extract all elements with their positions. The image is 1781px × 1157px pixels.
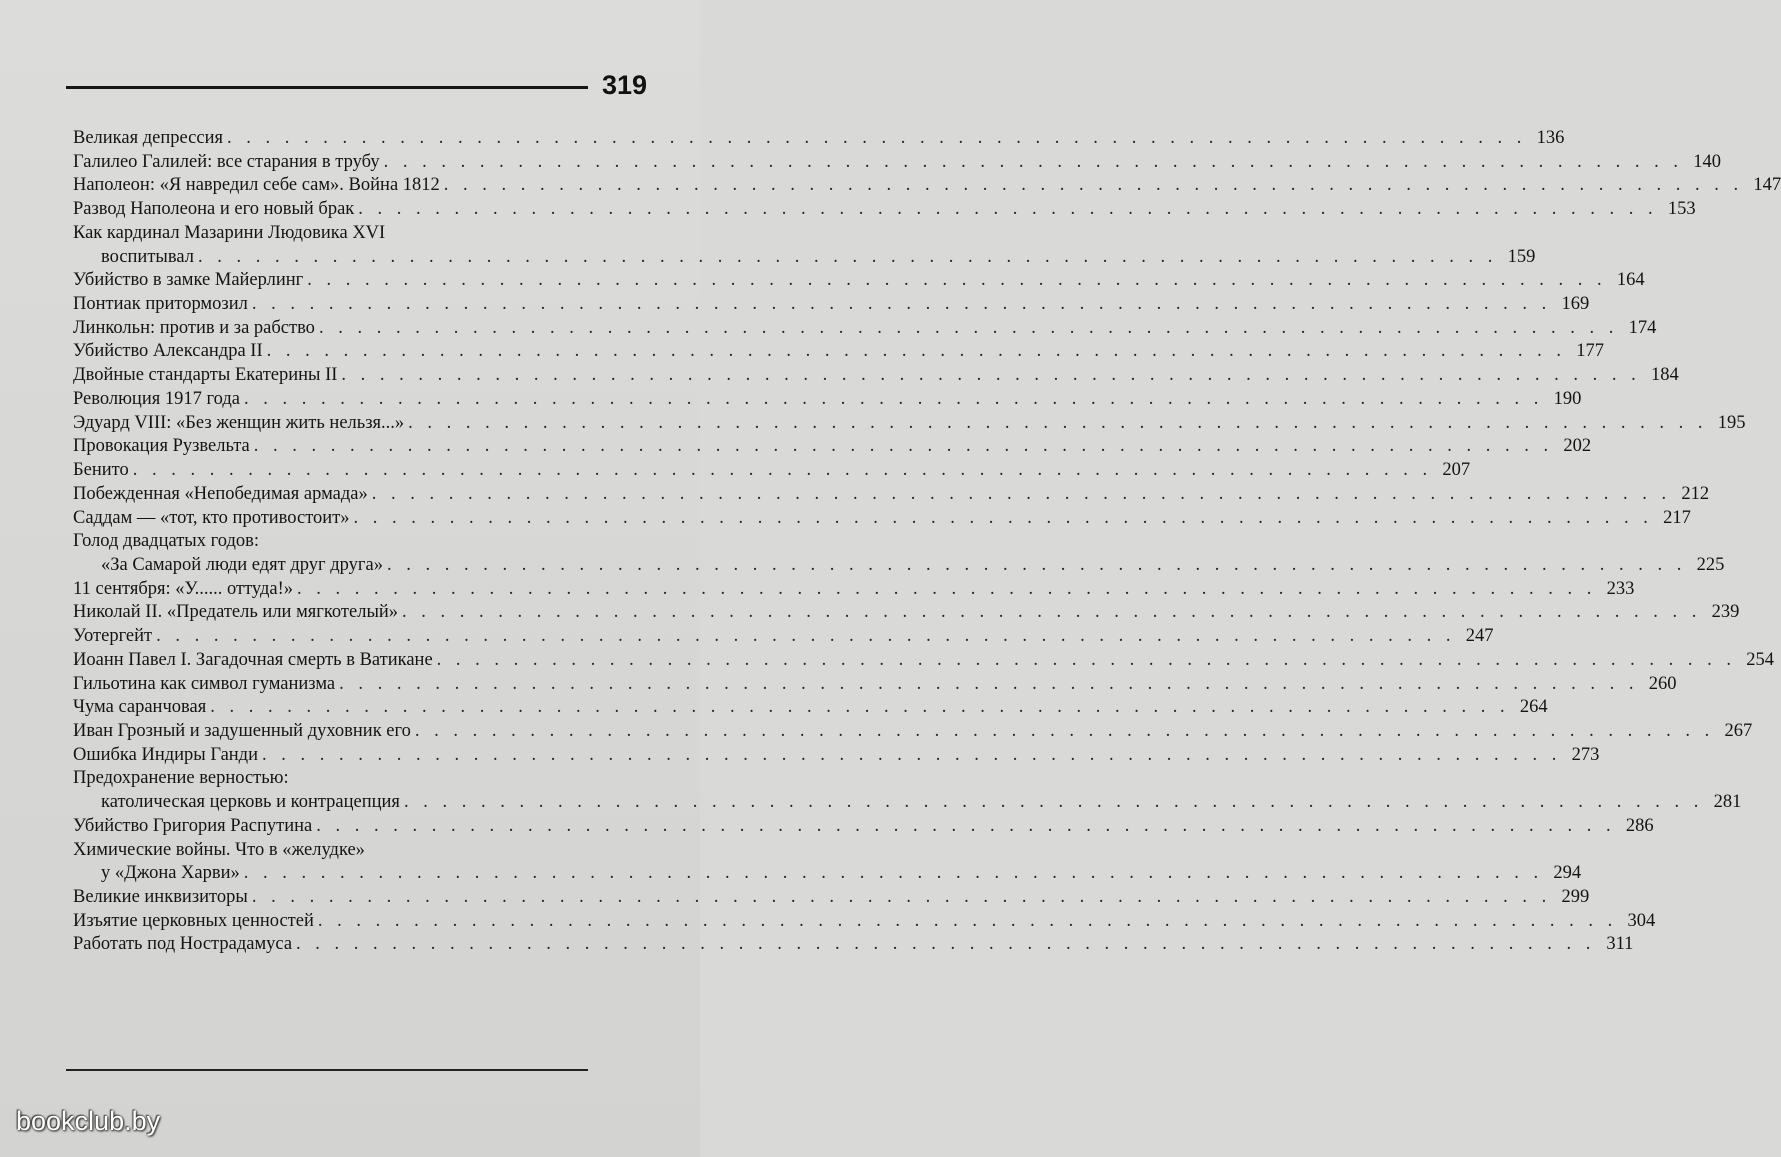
toc-entry-title: Великая депрессия — [73, 128, 224, 148]
toc-entry-title: Уотергейт — [73, 626, 153, 647]
dot-leader — [296, 933, 1595, 957]
toc-entry — [73, 246, 1536, 270]
toc-entry-title: Николай II. «Предатель или мягкотелый» — [73, 602, 399, 623]
toc-entry — [73, 435, 1592, 459]
toc-entry — [73, 578, 1635, 602]
toc-entry — [73, 364, 1679, 388]
toc-entry — [73, 127, 1565, 151]
toc-entry-title: Линкольн: против и за рабство — [73, 317, 315, 338]
toc-entry-page: 225 — [1696, 554, 1725, 575]
dot-leader — [297, 578, 1596, 602]
dot-leader — [341, 364, 1640, 388]
toc-entry — [73, 862, 1582, 886]
toc-entry-title: Работать под Нострадамуса — [73, 934, 293, 955]
toc-entry-page: 207 — [1442, 460, 1471, 481]
toc-entry — [73, 174, 1781, 198]
toc-entry-title: Как кардинал Мазарини Людовика XVI — [73, 222, 386, 243]
toc-entry — [73, 839, 589, 863]
dot-leader — [227, 127, 1526, 151]
toc-entry-title: Предохранение верностью: — [73, 768, 289, 789]
toc-entry-title: Эдуард VIII: «Без женщин жить нельзя...» — [73, 412, 405, 433]
dot-leader — [318, 910, 1617, 934]
toc-entry-page: 202 — [1563, 436, 1592, 457]
toc-entry-page: 304 — [1627, 910, 1656, 931]
toc-entry-title: Революция 1917 года — [73, 388, 240, 409]
toc-entry-page: 247 — [1465, 626, 1494, 647]
toc-entry-page: 195 — [1717, 412, 1746, 433]
dot-leader — [262, 744, 1561, 768]
toc-entry-title: Двойные стандарты Екатерины II — [73, 365, 338, 386]
toc-entry — [73, 269, 1645, 293]
toc-entry-page: 212 — [1681, 483, 1710, 504]
toc-entry — [73, 340, 1604, 364]
toc-entry-page: 147 — [1753, 175, 1781, 196]
toc-entry-title: воспитывал — [101, 246, 194, 267]
toc-entry — [73, 151, 1721, 175]
footer-rule — [66, 1069, 588, 1071]
toc-entry-title: Химические войны. Что в «желудке» — [73, 839, 365, 860]
dot-leader — [252, 886, 1551, 910]
dot-leader — [244, 862, 1543, 886]
toc-entry-title: Изъятие церковных ценностей — [73, 910, 314, 931]
toc-entry-title: Бенито — [73, 460, 129, 481]
toc-entry — [73, 696, 1548, 720]
dot-leader — [384, 151, 1683, 175]
toc-entry-page: 299 — [1561, 887, 1590, 907]
toc-entry-page: 311 — [1606, 934, 1634, 955]
dot-leader — [372, 483, 1671, 507]
toc-entry-title: Убийство Григория Распутина — [73, 815, 313, 836]
toc-entry — [73, 412, 1746, 436]
toc-entry-page: 294 — [1553, 863, 1582, 884]
dot-leader — [267, 340, 1566, 364]
toc-entry-page: 254 — [1746, 649, 1775, 670]
toc-entry-page: 233 — [1606, 578, 1635, 599]
dot-leader — [358, 198, 1657, 222]
toc-entry-title: 11 сентября: «У...... оттуда!» — [73, 578, 294, 599]
dot-leader — [319, 317, 1618, 341]
toc-entry — [73, 673, 1677, 697]
toc-entry — [73, 815, 1654, 839]
toc-entry — [73, 744, 1600, 768]
toc-entry — [73, 767, 589, 791]
toc-entry-page: 136 — [1536, 128, 1565, 148]
toc-entry-title: Развод Наполеона и его новый брак — [73, 199, 355, 220]
toc-entry — [73, 886, 1590, 910]
dot-leader — [133, 459, 1432, 483]
toc-entry — [73, 933, 1634, 957]
toc-entry — [73, 791, 1742, 815]
toc-entry-title: католическая церковь и контрацепция — [101, 792, 400, 813]
toc-entry — [73, 459, 1471, 483]
toc-entry-title: Понтиак притормозил — [73, 294, 248, 315]
toc-entry-title: Гильотина как символ гуманизма — [73, 673, 336, 694]
dot-leader — [339, 673, 1638, 697]
dot-leader — [198, 246, 1497, 270]
dot-leader — [156, 625, 1455, 649]
toc-entry — [73, 554, 1725, 578]
toc-entry-title: «За Самарой люди едят друг друга» — [101, 554, 383, 575]
dot-leader — [415, 720, 1714, 744]
toc-entry-page: 177 — [1576, 341, 1604, 362]
toc-entry-page: 286 — [1625, 815, 1654, 836]
dot-leader — [408, 412, 1707, 436]
toc-entry-page: 164 — [1616, 270, 1645, 291]
toc-entry-page: 281 — [1713, 792, 1742, 813]
toc-entry-title: Галилео Галилей: все старания в трубу — [73, 151, 380, 172]
toc-entry-page: 184 — [1651, 365, 1679, 386]
toc-entry-page: 159 — [1507, 246, 1536, 267]
dot-leader — [444, 174, 1743, 198]
toc-entry-title: Великие инквизиторы — [73, 887, 248, 907]
page-number: 319 — [602, 70, 648, 100]
header-rule — [66, 86, 588, 89]
dot-leader — [354, 507, 1653, 531]
toc-entry-title: Голод двадцатых годов: — [73, 531, 259, 552]
toc-entry — [73, 507, 1691, 531]
toc-entry — [73, 483, 1710, 507]
dot-leader — [316, 815, 1615, 839]
toc-entry-page: 140 — [1693, 151, 1721, 172]
toc-entry — [73, 317, 1657, 341]
toc-entry-title: Чума саранчовая — [73, 697, 207, 718]
dot-leader — [404, 791, 1703, 815]
dot-leader — [244, 388, 1543, 412]
toc-entry-title: Наполеон: «Я навредил себе сам». Война 1812 — [73, 175, 440, 196]
toc-entry — [73, 649, 1775, 673]
toc-entry — [73, 625, 1494, 649]
toc-entry-page: 264 — [1519, 697, 1548, 718]
dot-leader — [402, 601, 1701, 625]
toc-entry-title: Провокация Рузвельта — [73, 436, 250, 457]
toc-entry — [73, 222, 589, 246]
toc-entry-page: 267 — [1724, 720, 1753, 741]
toc-entry — [73, 720, 1753, 744]
toc-entry-page: 260 — [1648, 673, 1677, 694]
toc-entry-title: Иван Грозный и задушенный духовник его — [73, 720, 411, 741]
toc-entry — [73, 530, 589, 554]
toc-entry-title: Убийство в замке Майерлинг — [73, 270, 304, 291]
toc-entry-title: Убийство Александра II — [73, 341, 263, 362]
toc-entry-title: Иоанн Павел I. Загадочная смерть в Ватикане — [73, 649, 433, 670]
dot-leader — [210, 696, 1509, 720]
toc-entry-title: Саддам — «тот, кто противостоит» — [73, 507, 350, 528]
toc-entry-title: Ошибка Индиры Ганди — [73, 744, 258, 765]
toc-entry-page: 190 — [1553, 388, 1582, 409]
watermark-text: bookclub.by — [16, 1106, 161, 1136]
table-of-contents — [73, 127, 1781, 957]
toc-entry — [73, 198, 1696, 222]
toc-entry-page: 273 — [1571, 744, 1600, 765]
toc-entry — [73, 293, 1590, 317]
toc-entry — [73, 601, 1740, 625]
toc-entry — [73, 910, 1656, 934]
toc-entry-page: 153 — [1667, 199, 1696, 220]
toc-entry-page: 217 — [1663, 507, 1691, 528]
dot-leader — [437, 649, 1736, 673]
dot-leader — [387, 554, 1686, 578]
dot-leader — [307, 269, 1606, 293]
toc-entry-page: 169 — [1561, 294, 1590, 315]
toc-entry-page: 239 — [1711, 602, 1740, 623]
dot-leader — [252, 293, 1551, 317]
dot-leader — [254, 435, 1553, 459]
toc-entry-title: у «Джона Харви» — [101, 863, 240, 884]
toc-entry-page: 174 — [1628, 317, 1657, 338]
toc-entry-title: Побежденная «Непобедимая армада» — [73, 483, 368, 504]
toc-entry — [73, 388, 1582, 412]
